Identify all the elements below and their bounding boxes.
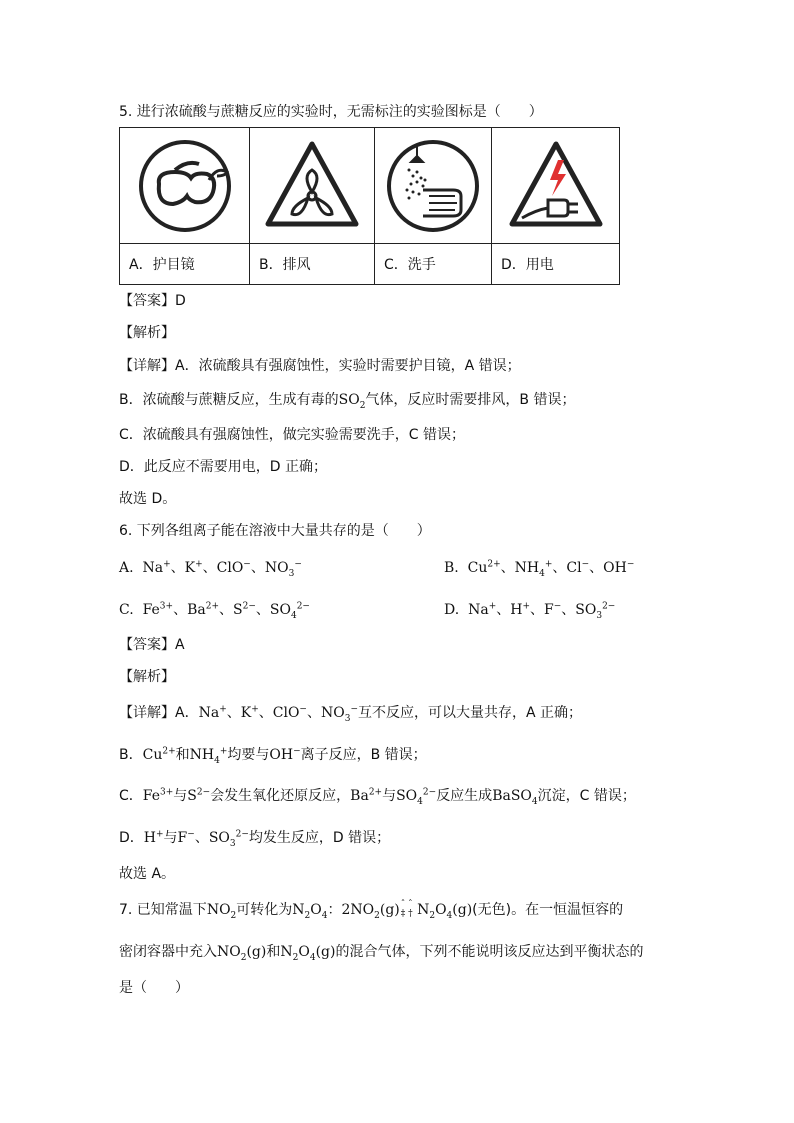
q5-analysis: 【解析】: [119, 325, 175, 341]
q5-conclusion: 故选 D。: [119, 491, 177, 507]
exhaust-fan-icon: [262, 136, 362, 236]
q5-detail-b: B．浓硫酸与蔗糖反应，生成有毒的$SO_2$气体，反应时需要排风，B 错误；: [119, 392, 576, 411]
hand-wash-icon: [383, 136, 483, 236]
option-d-image-cell: [492, 128, 620, 244]
q5-answer: 【答案】D: [119, 293, 186, 309]
option-a-label: A．护目镜: [120, 244, 250, 285]
q6-option-b: B. $Cu^{2+}$、$NH_4^+$、Cl−、OH−: [444, 559, 635, 579]
option-d-label: D．用电: [492, 244, 620, 285]
q7-line-3: 是（ ）: [119, 980, 189, 996]
q6-option-a: A. Na+、K+、ClO−、$NO_3^-$: [119, 559, 302, 579]
q6-option-c: C. $Fe^{3+}$、$Ba^{2+}$、$S^{2-}$、$SO_4^{2-}$: [119, 601, 310, 621]
q5-options-table: [119, 127, 620, 285]
q6-detail-d: D．H+与F−、$SO_3^{2-}$均发生反应，D 错误；: [119, 829, 391, 849]
q7-line-1: 7. 已知常温下$NO_2$可转化为$N_2O_4$：$2NO_2(g)ˆ$ ˆ ‡ † $N_2O_4(g)$(无色)。在一恒温恒容的: [119, 900, 624, 921]
q5-stem: 5. 进行浓硫酸与蔗糖反应的实验时，无需标注的实验图标是（ ）: [119, 104, 543, 120]
option-a-image-cell: [120, 128, 250, 244]
q5-detail-c: C．浓硫酸具有强腐蚀性，做完实验需要洗手，C 错误；: [119, 427, 465, 443]
q5-detail-d: D．此反应不需要用电，D 正确；: [119, 459, 328, 475]
q6-stem: 6. 下列各组离子能在溶液中大量共存的是（ ）: [119, 523, 431, 539]
q6-detail-c: C．$Fe^{3+}$与$S^{2-}$会发生氧化还原反应，$Ba^{2+}$与$SO_4^{2-}$反应生成BaSO$_4$沉淀，C 错误；: [119, 787, 636, 807]
q6-conclusion: 故选 A。: [119, 866, 176, 882]
q6-detail-b: B．$Cu^{2+}$和$NH_4^+$均要与OH−离子反应，B 错误；: [119, 746, 427, 766]
q6-detail-a: 【详解】A．Na+、K+、ClO−、$NO_3^-$互不反应，可以大量共存，A 正确；: [119, 704, 583, 724]
q6-analysis: 【解析】: [119, 669, 175, 685]
option-b-label: B．排风: [250, 244, 375, 285]
q6-answer: 【答案】A: [119, 637, 185, 653]
option-c-image-cell: [375, 128, 492, 244]
q5-detail-a: 【详解】A．浓硫酸具有强腐蚀性，实验时需要护目镜，A 错误；: [119, 358, 521, 374]
option-c-label: C．洗手: [375, 244, 492, 285]
electricity-icon: [506, 136, 606, 236]
equilibrium-arrow: ˆ ˆ ‡ †: [400, 900, 413, 919]
q7-line-2: 密闭容器中充入$NO_2(g)$和$N_2O_4(g)$的混合气体，下列不能说明该反应达到平衡状态的: [119, 944, 644, 963]
option-b-image-cell: [250, 128, 375, 244]
goggles-icon: [135, 136, 235, 236]
q6-option-d: D. Na+、H+、F−、$SO_3^{2-}$: [444, 601, 616, 621]
